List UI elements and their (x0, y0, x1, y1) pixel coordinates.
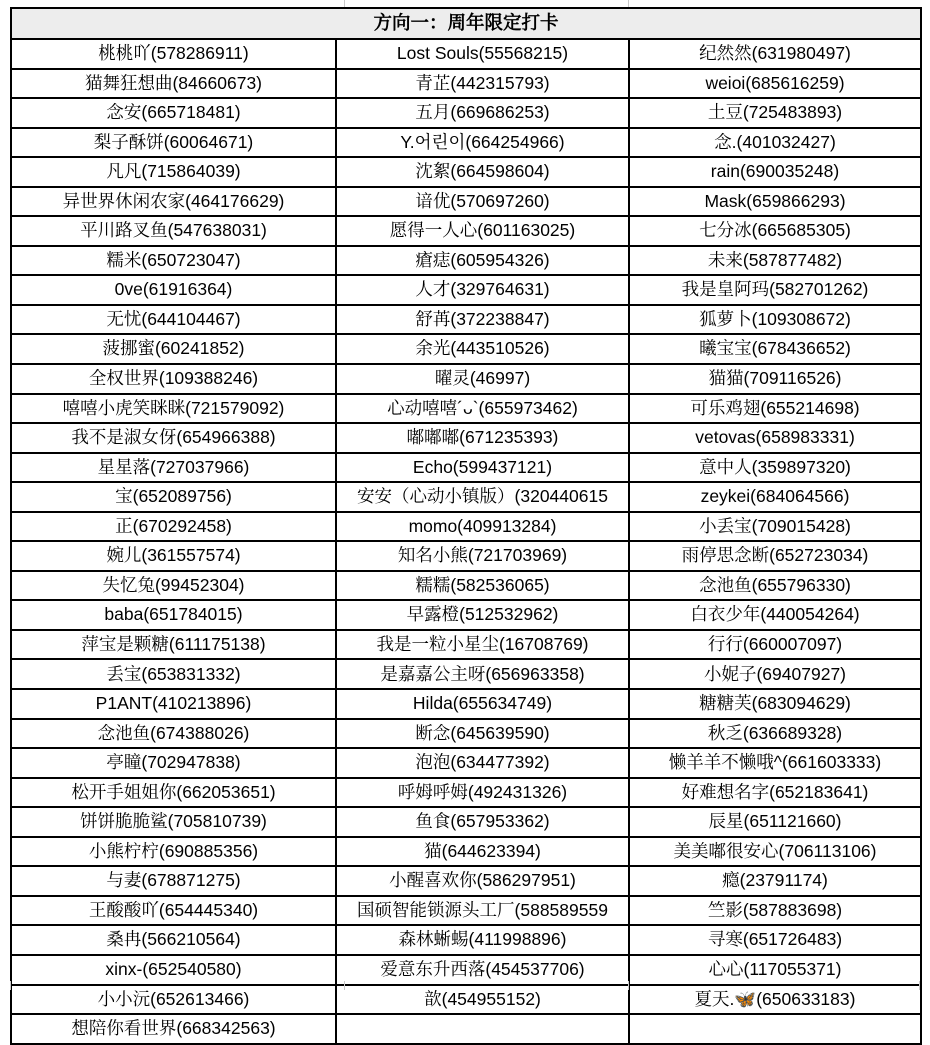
table-cell[interactable]: 小熊柠柠(690885356) (11, 837, 336, 867)
table-cell[interactable]: 是嘉嘉公主呀(656963358) (336, 659, 629, 689)
table-cell[interactable]: 宝(652089756) (11, 482, 336, 512)
table-cell[interactable]: 糯米(650723047) (11, 246, 336, 276)
table-cell[interactable]: zeykei(684064566) (629, 482, 921, 512)
table-cell[interactable]: Y.어린이(664254966) (336, 128, 629, 158)
table-cell[interactable]: 泡泡(634477392) (336, 748, 629, 778)
gridline-stub (919, 981, 920, 990)
table-cell[interactable]: 念安(665718481) (11, 98, 336, 128)
table-cell[interactable]: 心心(117055371) (629, 955, 921, 985)
table-cell[interactable]: Mask(659866293) (629, 187, 921, 217)
table-row (11, 837, 921, 867)
table-row (11, 128, 921, 158)
table-cell[interactable]: 念池鱼(655796330) (629, 571, 921, 601)
table-row (11, 925, 921, 955)
table-cell[interactable]: 森林蜥蜴(411998896) (336, 925, 629, 955)
table-row (11, 541, 921, 571)
table-cell[interactable]: 松开手姐姐你(662053651) (11, 778, 336, 808)
table-cell[interactable]: 桃桃吖(578286911) (11, 39, 336, 69)
table-cell[interactable]: 瘡痣(605954326) (336, 246, 629, 276)
table-container (10, 7, 922, 1045)
table-cell[interactable]: 曦宝宝(678436652) (629, 334, 921, 364)
table-cell[interactable]: 小醒喜欢你(586297951) (336, 866, 629, 896)
table-cell[interactable]: 未来(587877482) (629, 246, 921, 276)
table-cell[interactable]: 寻寒(651726483) (629, 925, 921, 955)
table-cell[interactable]: 五月(669686253) (336, 98, 629, 128)
gridline-stub (344, 981, 345, 990)
table-cell[interactable]: baba(651784015) (11, 600, 336, 630)
table-cell[interactable]: 猫猫(709116526) (629, 364, 921, 394)
table-cell[interactable]: 鱼食(657953362) (336, 807, 629, 837)
table-cell[interactable]: 心动嘻嘻´ᴗ`(655973462) (336, 394, 629, 424)
table-cell[interactable]: 猫舞狂想曲(84660673) (11, 69, 336, 99)
table-cell[interactable]: 念.(401032427) (629, 128, 921, 158)
table-cell[interactable]: 辰星(651121660) (629, 807, 921, 837)
table-cell[interactable]: 0ve(61916364) (11, 275, 336, 305)
table-row (11, 364, 921, 394)
table-cell[interactable]: 小丢宝(709015428) (629, 512, 921, 542)
table-row (11, 689, 921, 719)
gridline-stub (628, 0, 629, 7)
table-cell[interactable]: 正(670292458) (11, 512, 336, 542)
table-row (11, 98, 921, 128)
table-cell[interactable]: 无忧(644104467) (11, 305, 336, 335)
table-row (11, 866, 921, 896)
table-cell[interactable]: 青芷(442315793) (336, 69, 629, 99)
table-row (11, 985, 921, 1015)
table-cell[interactable]: 嘟嘟嘟(671235393) (336, 423, 629, 453)
table-cell[interactable]: 饼饼脆脆鲨(705810739) (11, 807, 336, 837)
table-cell[interactable]: vetovas(658983331) (629, 423, 921, 453)
table-row (11, 1014, 921, 1044)
table-cell[interactable]: 狐萝卜(109308672) (629, 305, 921, 335)
table-cell[interactable]: xinx-(652540580) (11, 955, 336, 985)
table-row (11, 482, 921, 512)
table-cell[interactable]: 人才(329764631) (336, 275, 629, 305)
table-cell[interactable]: 爱意东升西落(454537706) (336, 955, 629, 985)
table-cell[interactable]: 土豆(725483893) (629, 98, 921, 128)
table-cell[interactable]: 谙优(570697260) (336, 187, 629, 217)
table-row (11, 748, 921, 778)
table-cell[interactable]: 愿得一人心(601163025) (336, 216, 629, 246)
table-row (11, 69, 921, 99)
table-row (11, 275, 921, 305)
table-cell[interactable]: 好难想名字(652183641) (629, 778, 921, 808)
table-cell[interactable]: 意中人(359897320) (629, 453, 921, 483)
checkin-table (10, 7, 922, 1045)
table-cell[interactable]: 曜灵(46997) (336, 364, 629, 394)
table-cell[interactable]: 与妻(678871275) (11, 866, 336, 896)
table-row (11, 955, 921, 985)
table-cell[interactable]: 丢宝(653831332) (11, 659, 336, 689)
table-cell[interactable]: 失忆兔(99452304) (11, 571, 336, 601)
table-cell[interactable]: 凡凡(715864039) (11, 157, 336, 187)
table-row (11, 394, 921, 424)
table-cell[interactable]: 猫(644623394) (336, 837, 629, 867)
table-cell[interactable]: 嘻嘻小虎笑眯眯(721579092) (11, 394, 336, 424)
table-cell[interactable] (336, 1014, 629, 1044)
table-title[interactable]: 方向一：周年限定打卡 (11, 8, 921, 39)
table-cell[interactable]: 行行(660007097) (629, 630, 921, 660)
table-cell[interactable]: 小小沅(652613466) (11, 985, 336, 1015)
table-cell[interactable]: 纪然然(631980497) (629, 39, 921, 69)
table-cell[interactable]: 七分冰(665685305) (629, 216, 921, 246)
table-cell[interactable]: 美美嘟很安心(706113106) (629, 837, 921, 867)
table-row (11, 630, 921, 660)
table-cell[interactable]: 秋乏(636689328) (629, 719, 921, 749)
table-row (11, 719, 921, 749)
table-cell[interactable]: Echo(599437121) (336, 453, 629, 483)
table-cell[interactable]: weioi(685616259) (629, 69, 921, 99)
table-cell overflow-cell[interactable]: 安安（心动小镇版）(320440615 (336, 482, 629, 512)
table-cell[interactable]: 呼姆呼姆(492431326) (336, 778, 629, 808)
table-cell[interactable]: 糖糖芙(683094629) (629, 689, 921, 719)
table-row (11, 157, 921, 187)
table-cell[interactable]: 梨子酥饼(60064671) (11, 128, 336, 158)
table-cell[interactable]: 小妮子(69407927) (629, 659, 921, 689)
table-cell[interactable]: 萍宝是颗糖(611175138) (11, 630, 336, 660)
table-cell[interactable]: 早露橙(512532962) (336, 600, 629, 630)
table-cell[interactable]: 懒羊羊不懒哦^(661603333) (629, 748, 921, 778)
table-cell[interactable]: 王酸酸吖(654445340) (11, 896, 336, 926)
table-cell[interactable]: 想陪你看世界(668342563) (11, 1014, 336, 1044)
table-cell[interactable]: Hilda(655634749) (336, 689, 629, 719)
table-row (11, 659, 921, 689)
table-row (11, 305, 921, 335)
table-cell[interactable]: 雨停思念断(652723034) (629, 541, 921, 571)
table-cell[interactable]: 糯糯(582536065) (336, 571, 629, 601)
table-row (11, 334, 921, 364)
table-cell overflow-cell[interactable]: 国硕智能锁源头工厂(588589559 (336, 896, 629, 926)
table-row (11, 571, 921, 601)
table-cell[interactable] (629, 1014, 921, 1044)
table-row (11, 512, 921, 542)
table-cell[interactable]: 白衣少年(440054264) (629, 600, 921, 630)
gridline-stub (10, 981, 11, 990)
table-cell[interactable]: 沈絮(664598604) (336, 157, 629, 187)
table-cell[interactable]: 歆(454955152) (336, 985, 629, 1015)
table-row (11, 423, 921, 453)
header-row (11, 8, 921, 39)
table-row (11, 896, 921, 926)
table-row (11, 187, 921, 217)
table-cell[interactable]: 菠挪蜜(60241852) (11, 334, 336, 364)
table-cell[interactable]: rain(690035248) (629, 157, 921, 187)
table-row (11, 453, 921, 483)
table-cell[interactable]: 竺影(587883698) (629, 896, 921, 926)
table-row (11, 216, 921, 246)
table-cell[interactable]: 念池鱼(674388026) (11, 719, 336, 749)
table-row (11, 807, 921, 837)
table-cell[interactable]: 桑冉(566210564) (11, 925, 336, 955)
table-cell[interactable]: 断念(645639590) (336, 719, 629, 749)
table-cell[interactable]: 平川路叉鱼(547638031) (11, 216, 336, 246)
table-cell[interactable]: 全权世界(109388246) (11, 364, 336, 394)
table-cell[interactable]: 星星落(727037966) (11, 453, 336, 483)
table-cell[interactable]: P1ANT(410213896) (11, 689, 336, 719)
table-cell[interactable]: Lost Souls(55568215) (336, 39, 629, 69)
table-cell[interactable]: 余光(443510526) (336, 334, 629, 364)
table-cell[interactable]: 可乐鸡翅(655214698) (629, 394, 921, 424)
table-cell[interactable]: 我不是淑女伢(654966388) (11, 423, 336, 453)
table-cell[interactable]: 我是一粒小星尘(16708769) (336, 630, 629, 660)
gridline-stub (344, 0, 345, 7)
table-row (11, 778, 921, 808)
table-cell[interactable]: 夏天.🦋(650633183) (629, 985, 921, 1015)
table-cell[interactable]: 异世界休闲农家(464176629) (11, 187, 336, 217)
table-cell[interactable]: 知名小熊(721703969) (336, 541, 629, 571)
table-cell[interactable]: 瘾(23791174) (629, 866, 921, 896)
table-cell[interactable]: momo(409913284) (336, 512, 629, 542)
table-row (11, 246, 921, 276)
table-cell[interactable]: 婉儿(361557574) (11, 541, 336, 571)
table-cell[interactable]: 我是皇阿玛(582701262) (629, 275, 921, 305)
gridline-stub (628, 981, 629, 990)
table-cell[interactable]: 舒苒(372238847) (336, 305, 629, 335)
table-row (11, 39, 921, 69)
table-row (11, 600, 921, 630)
table-cell[interactable]: 亭瞳(702947838) (11, 748, 336, 778)
